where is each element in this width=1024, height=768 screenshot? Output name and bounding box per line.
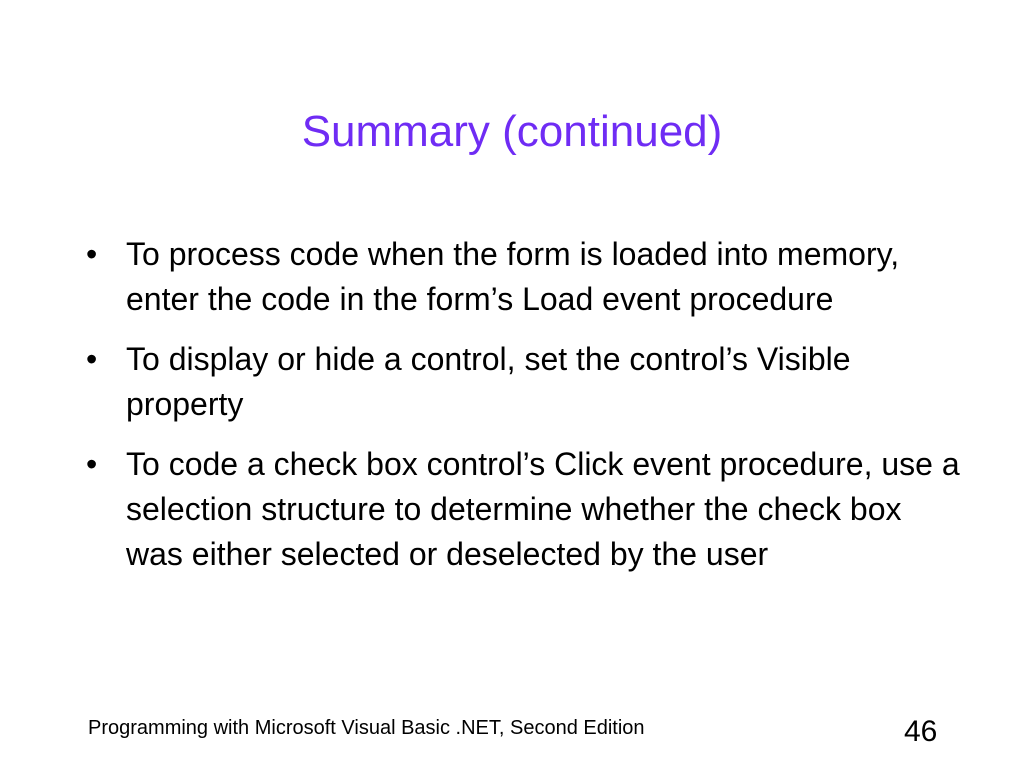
bullet-dot-icon: • xyxy=(86,341,98,377)
page-number: 46 xyxy=(904,715,938,748)
bullet-list xyxy=(86,232,966,592)
footer-text: Programming with Microsoft Visual Basic .NET, Second Edition xyxy=(88,717,645,739)
bullet-item-1 xyxy=(86,232,966,322)
bullet-dot-icon: • xyxy=(86,236,98,272)
bullet-item-2 xyxy=(86,337,966,427)
bullet-text: To code a check box control’s Click event procedure, use a selection structure to determine whether the check box was either selected or deselected by the user xyxy=(126,446,960,572)
bullet-text: To display or hide a control, set the control’s Visible property xyxy=(126,341,851,422)
bullet-dot-icon: • xyxy=(86,446,98,482)
slide-title: Summary (continued) xyxy=(301,107,723,156)
bullet-text: To process code when the form is loaded into memory, enter the code in the form’s Load event procedure xyxy=(126,236,900,317)
bullet-item-3 xyxy=(86,442,966,577)
